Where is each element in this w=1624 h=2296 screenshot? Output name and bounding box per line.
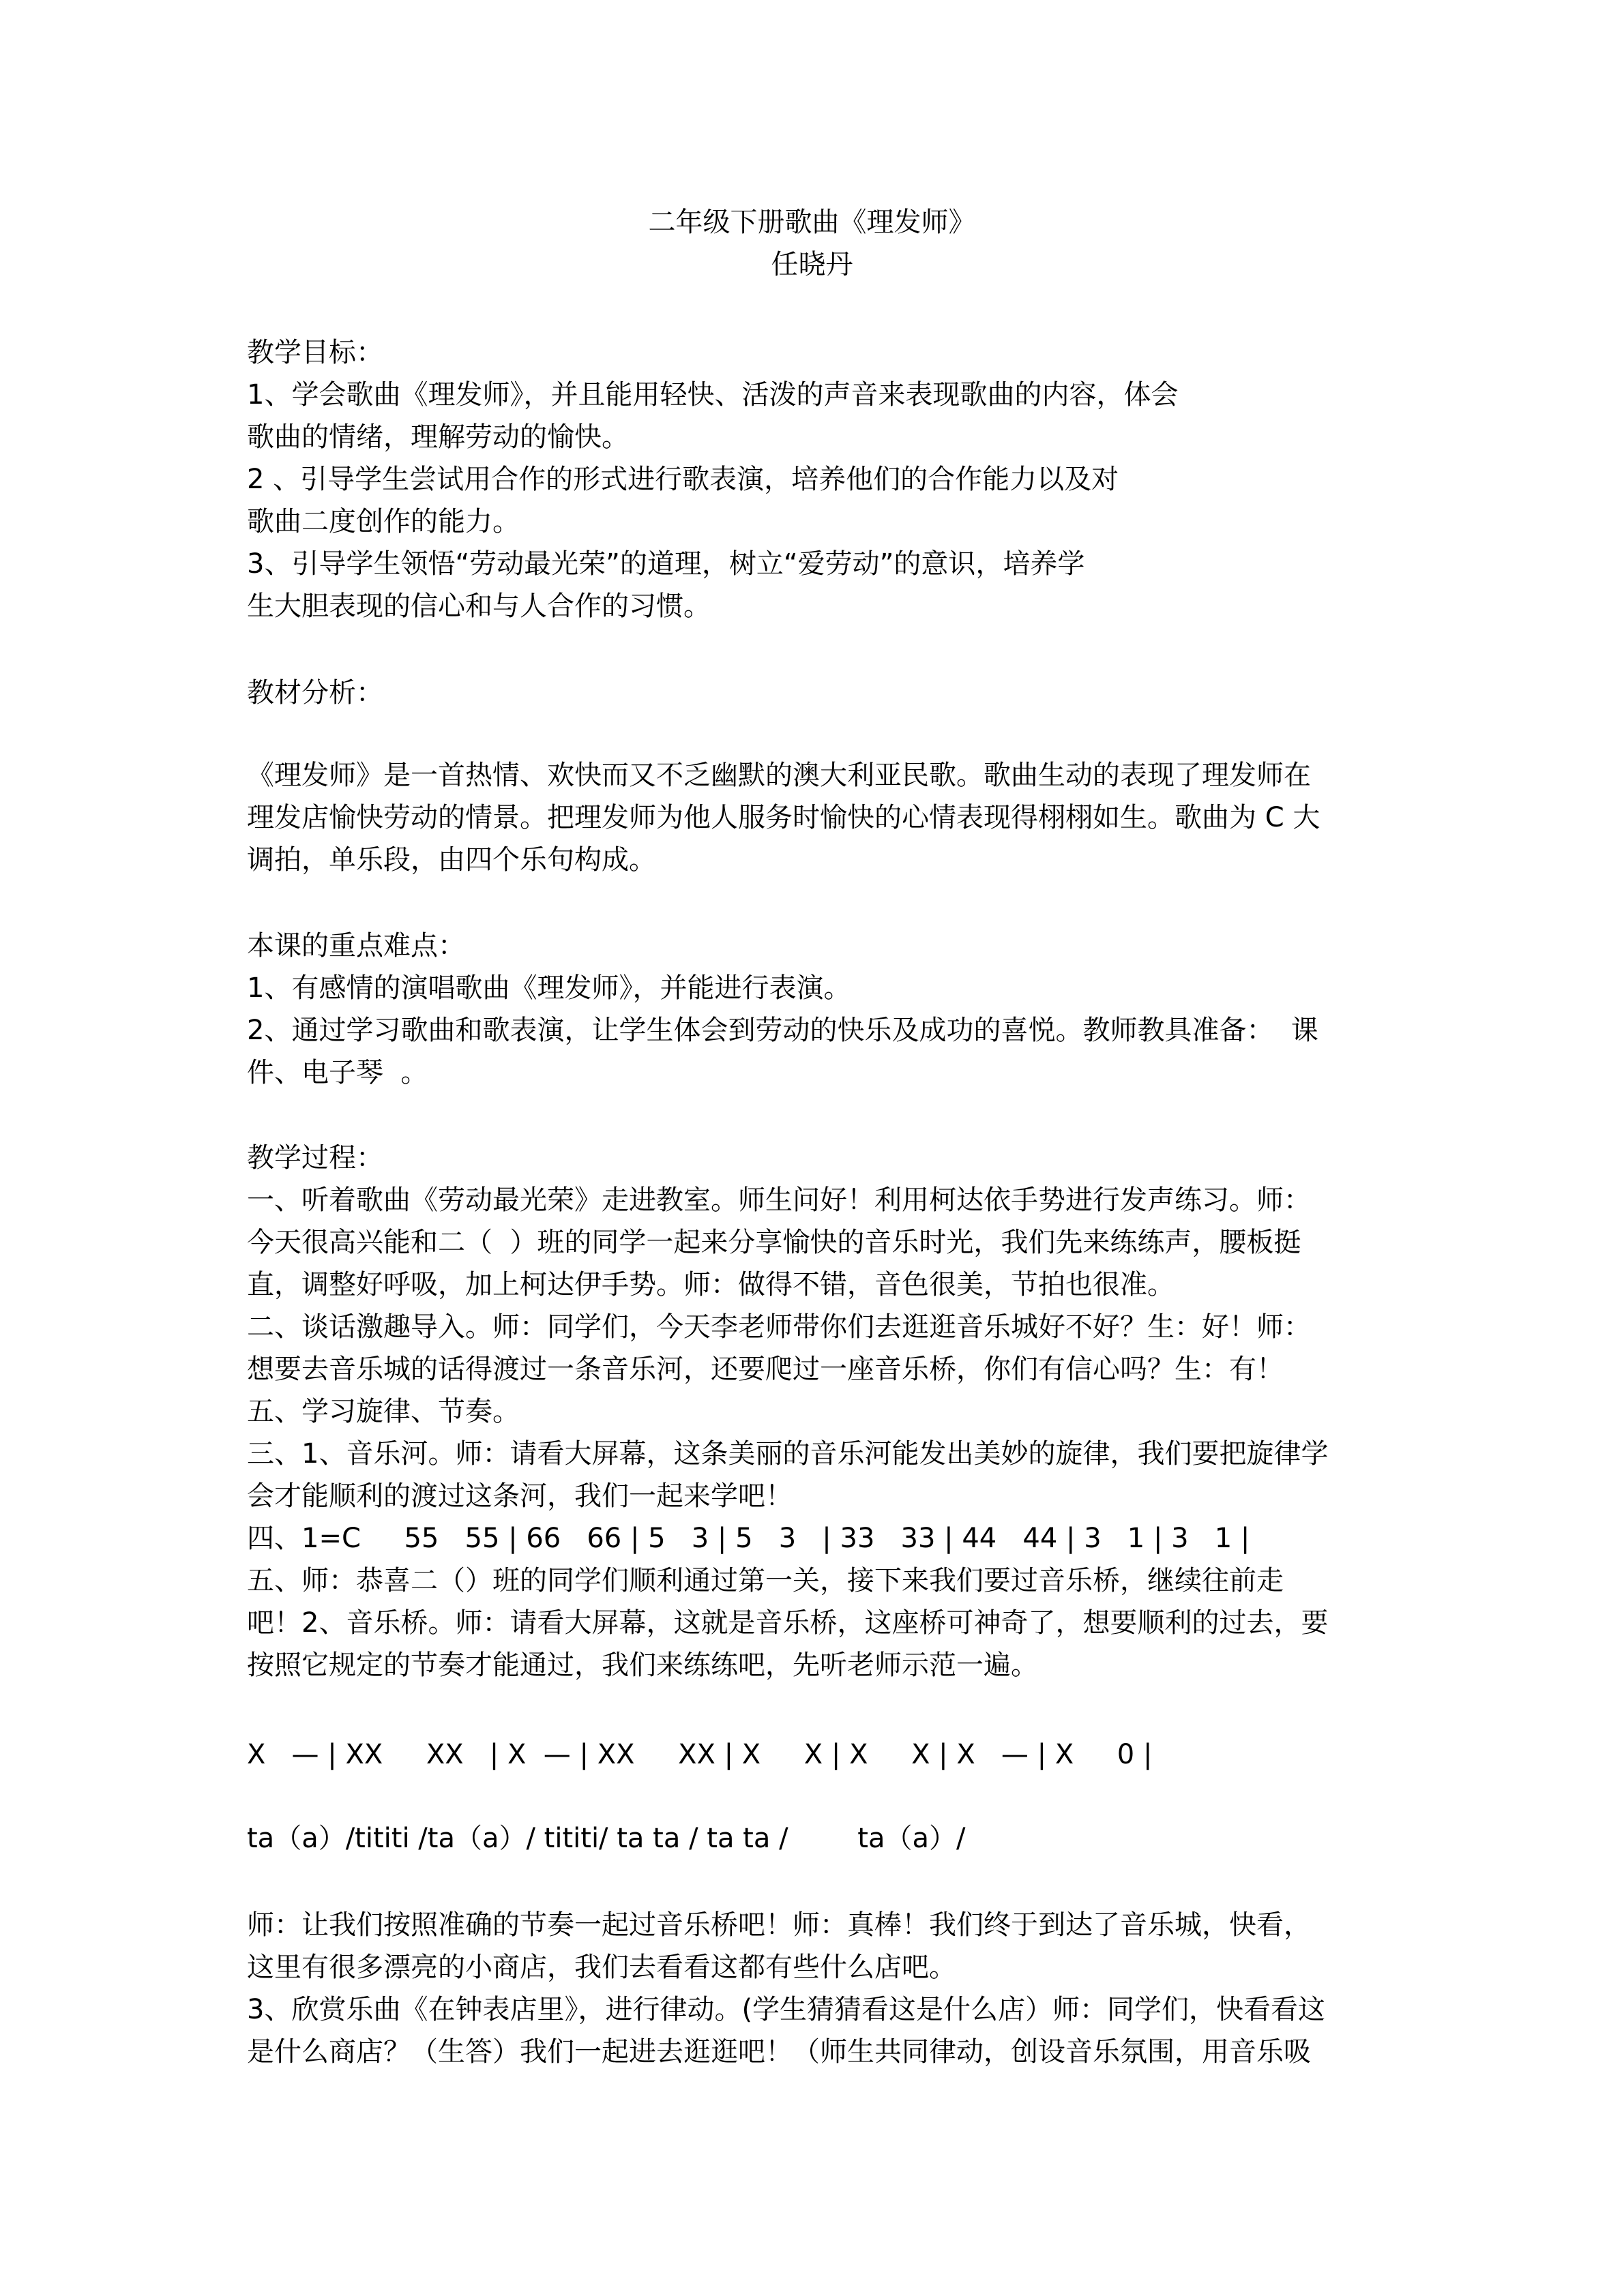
process-line: 是什么商店？（生答）我们一起进去逛逛吧！（师生共同律动，创设音乐氛围，用音乐吸	[247, 2036, 1311, 2068]
objectives-line: 3、引导学生领悟“劳动最光荣”的道理，树立“爱劳动”的意识，培养学	[247, 548, 1085, 580]
keypoints-line: 2、通过学习歌曲和歌表演，让学生体会到劳动的快乐及成功的喜悦。教师教具准备： 课	[247, 1015, 1318, 1046]
objectives-line: 2 、引导学生尝试用合作的形式进行歌表演，培养他们的合作能力以及对	[247, 464, 1119, 495]
document-author: 任晓丹	[771, 249, 853, 280]
analysis-line: 《理发师》是一首热情、欢快而又不乏幽默的澳大利亚民歌。歌曲生动的表现了理发师在	[247, 760, 1311, 791]
melody-notation: 四、1=C 55 55 | 66 66 | 5 3 | 5 3 | 33 33 | 44 44 | 3 1 | 3 1 |	[247, 1523, 1250, 1554]
objectives-line: 歌曲的情绪，理解劳动的愉快。	[247, 421, 629, 453]
rhythm-notation: X — | XX XX | X — | XX XX | X X | X X | X — | X 0 |	[247, 1739, 1153, 1770]
process-line: 今天很高兴能和二（ ）班的同学一起来分享愉快的音乐时光，我们先来练练声，腰板挺	[247, 1227, 1301, 1258]
process-line: 五、师：恭喜二（）班的同学们顺利通过第一关，接下来我们要过音乐桥，继续往前走	[247, 1565, 1284, 1596]
keypoints-line: 件、电子琴 。	[247, 1057, 428, 1088]
objectives-line: 歌曲二度创作的能力。	[247, 506, 520, 537]
process-line: 想要去音乐城的话得渡过一条音乐河，还要爬过一座音乐桥，你们有信心吗？生：有！	[247, 1354, 1284, 1385]
process-line: 二、谈话激趣导入。师：同学们，今天李老师带你们去逛逛音乐城好不好？生：好！师：	[247, 1311, 1311, 1343]
process-line: 直，调整好呼吸，加上柯达伊手势。师：做得不错，音色很美，节拍也很准。	[247, 1269, 1175, 1300]
process-line: 五、学习旋律、节奏。	[247, 1396, 520, 1427]
process-line: 按照它规定的节奏才能通过，我们来练练吧，先听老师示范一遍。	[247, 1650, 1038, 1681]
analysis-line: 理发店愉快劳动的情景。把理发师为他人服务时愉快的心情表现得栩栩如生。歌曲为 C 大	[247, 802, 1320, 833]
objectives-line: 生大胆表现的信心和与人合作的习惯。	[247, 591, 711, 622]
keypoints-heading: 本课的重点难点：	[247, 930, 465, 961]
process-heading: 教学过程：	[247, 1142, 383, 1174]
process-line: 吧！2、音乐桥。师：请看大屏幕，这就是音乐桥，这座桥可神奇了，想要顺利的过去，要	[247, 1607, 1329, 1639]
objectives-line: 1、学会歌曲《理发师》，并且能用轻快、活泼的声音来表现歌曲的内容，体会	[247, 379, 1179, 411]
document-title: 二年级下册歌曲《理发师》	[648, 207, 976, 238]
process-line: 师：让我们按照准确的节奏一起过音乐桥吧！师：真棒！我们终于到达了音乐城，快看，	[247, 1909, 1311, 1941]
objectives-heading: 教学目标：	[247, 337, 383, 368]
process-line: 会才能顺利的渡过这条河，我们一起来学吧！	[247, 1480, 793, 1512]
process-line: 三、1、音乐河。师：请看大屏幕，这条美丽的音乐河能发出美妙的旋律，我们要把旋律学	[247, 1438, 1329, 1470]
analysis-line: 调拍，单乐段，由四个乐句构成。	[247, 844, 656, 876]
analysis-heading: 教材分析：	[247, 677, 383, 709]
rhythm-syllables: ta（a）/tititi /ta（a）/ tititi/ ta ta / ta ta / ta（a）/	[247, 1823, 966, 1854]
process-line: 一、听着歌曲《劳动最光荣》走进教室。师生问好！利用柯达依手势进行发声练习。师：	[247, 1184, 1311, 1216]
process-line: 3、欣赏乐曲《在钟表店里》，进行律动。(学生猜猜看这是什么店）师：同学们，快看看这	[247, 1994, 1326, 2025]
process-line: 这里有很多漂亮的小商店，我们去看看这都有些什么店吧。	[247, 1952, 956, 1983]
keypoints-line: 1、有感情的演唱歌曲《理发师》，并能进行表演。	[247, 972, 851, 1004]
